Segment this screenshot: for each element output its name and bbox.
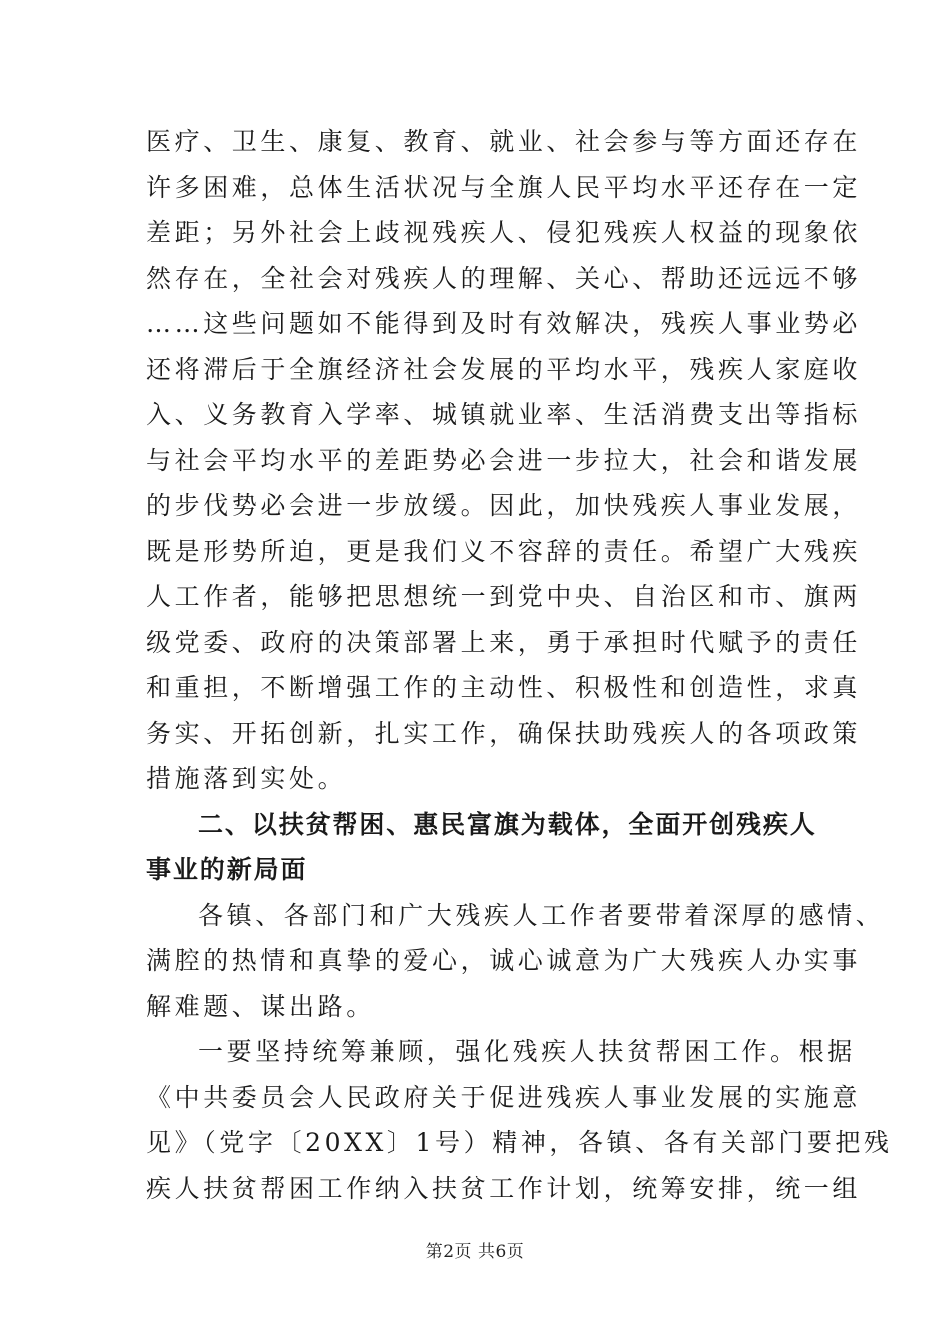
body-text-line: 差距；另外社会上歧视残疾人、侵犯残疾人权益的现象依 [146,218,862,247]
body-text-line: 满腔的热情和真挚的爱心，诚心诚意为广大残疾人办实事 [146,946,862,975]
body-text-line: 《中共委员会人民政府关于促进残疾人事业发展的实施意 [146,1083,862,1112]
body-text-line: 和重担，不断增强工作的主动性、积极性和创造性，求真 [146,673,862,702]
body-text-line: ……这些问题如不能得到及时有效解决，残疾人事业势必 [146,309,862,338]
body-text-line: 各镇、各部门和广大残疾人工作者要带着深厚的感情、 [198,901,885,930]
body-text-line: 见》（党字〔20XX〕1号）精神，各镇、各有关部门要把残 [146,1128,893,1157]
body-text-line: 务实、开拓创新，扎实工作，确保扶助残疾人的各项政策 [146,719,862,748]
body-text-line: 然存在，全社会对残疾人的理解、关心、帮助还远远不够 [146,264,862,293]
body-text-line: 许多困难，总体生活状况与全旗人民平均水平还存在一定 [146,173,862,202]
body-text-line: 解难题、谋出路。 [146,992,375,1021]
body-text-line: 的步伐势必会进一步放缓。因此，加快残疾人事业发展， [146,491,862,520]
page-footer: 第2页 共6页 [425,1242,525,1262]
body-text-line: 入、义务教育入学率、城镇就业率、生活消费支出等指标 [146,400,862,429]
body-text-line: 疾人扶贫帮困工作纳入扶贫工作计划，统筹安排，统一组 [146,1174,862,1203]
body-text-line: 一要坚持统筹兼顾，强化残疾人扶贫帮困工作。根据 [198,1037,856,1066]
body-text-line: 还将滞后于全旗经济社会发展的平均水平，残疾人家庭收 [146,355,862,384]
section-heading: 二、以扶贫帮困、惠民富旗为载体，全面开创残疾人 [198,810,817,839]
body-text-line: 级党委、政府的决策部署上来，勇于承担时代赋予的责任 [146,628,862,657]
body-text-line: 医疗、卫生、康复、教育、就业、社会参与等方面还存在 [146,127,862,156]
section-heading: 事业的新局面 [146,855,308,884]
body-text-line: 人工作者，能够把思想统一到党中央、自治区和市、旗两 [146,582,862,611]
body-text-line: 措施落到实处。 [146,764,347,793]
body-text-line: 与社会平均水平的差距势必会进一步拉大，社会和谐发展 [146,446,862,475]
body-text-line: 既是形势所迫，更是我们义不容辞的责任。希望广大残疾 [146,537,862,566]
